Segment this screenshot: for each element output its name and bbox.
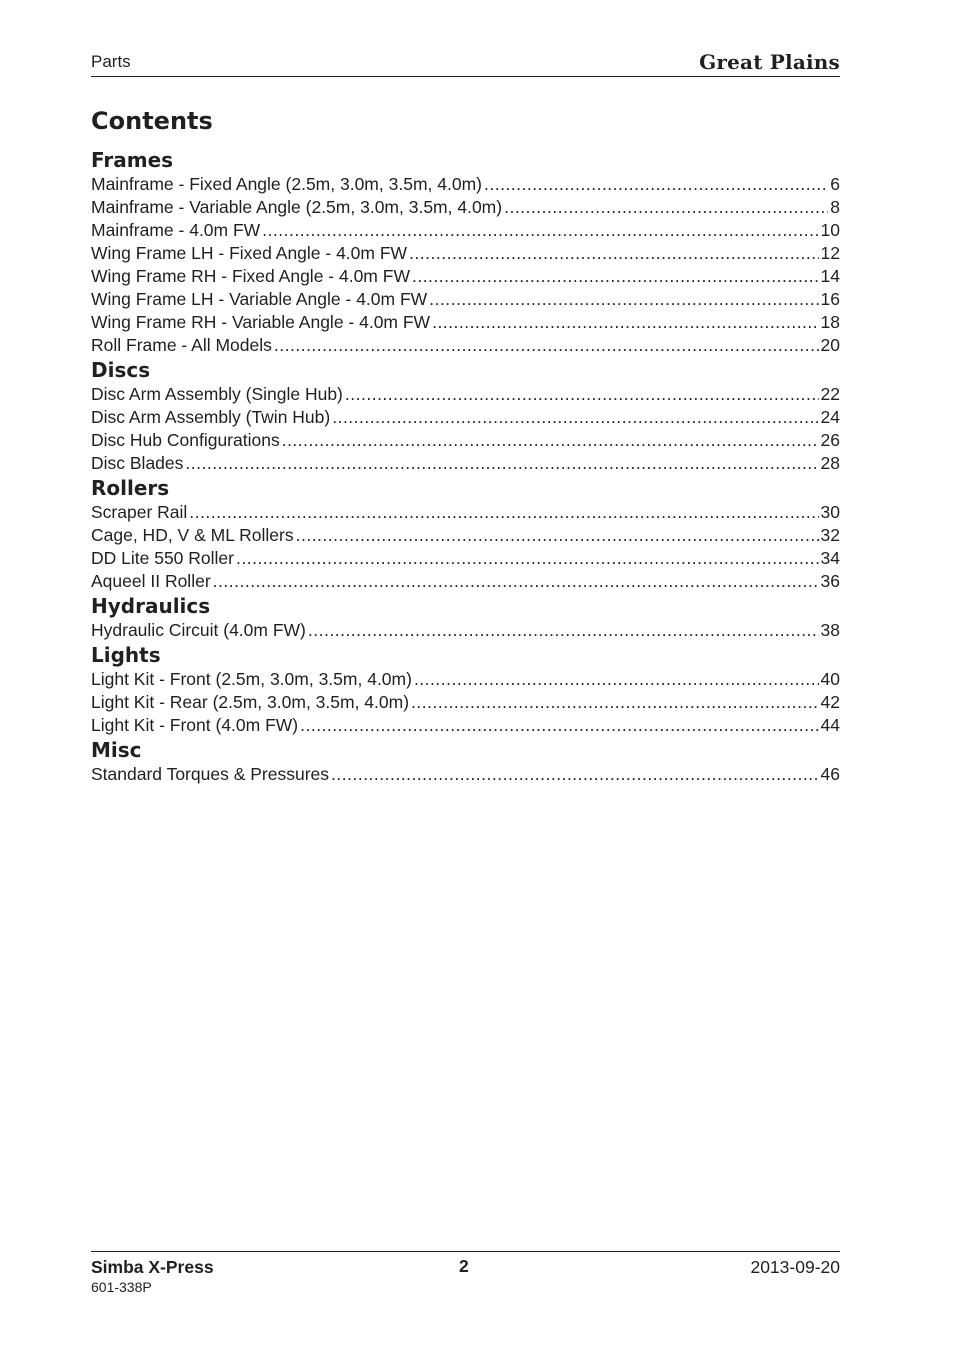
- toc-section-title: Hydraulics: [91, 594, 211, 618]
- toc-section-title: Misc: [91, 738, 142, 762]
- toc-entry-page: 8: [830, 197, 840, 217]
- toc-dot-leader: [308, 619, 819, 642]
- brand-logo-text: Great Plains: [699, 50, 840, 74]
- toc-section-title: Discs: [91, 358, 151, 382]
- toc-entry[interactable]: [91, 452, 840, 475]
- toc-entry-page: 26: [820, 430, 840, 450]
- toc-entry[interactable]: [91, 524, 840, 547]
- toc-dot-leader: [412, 265, 819, 288]
- page-header: [91, 50, 840, 77]
- toc-entry-page: 22: [820, 384, 840, 404]
- toc-entry[interactable]: [91, 265, 840, 288]
- toc-entry-page: 34: [820, 548, 840, 568]
- toc-entry[interactable]: [91, 429, 840, 452]
- toc-dot-leader: [345, 383, 819, 406]
- toc-entry-label: Standard Torques & Pressures: [91, 764, 330, 784]
- toc-section-title: Frames: [91, 148, 174, 172]
- toc-entry[interactable]: [91, 619, 840, 642]
- toc-dot-leader: [429, 288, 818, 311]
- toc-entry[interactable]: [91, 714, 840, 737]
- toc-dot-leader: [300, 714, 818, 737]
- toc-entry-label: Disc Hub Configurations: [91, 430, 280, 450]
- toc-entry-page: 44: [820, 715, 840, 735]
- document-page: [91, 0, 840, 1350]
- toc-entry-page: 6: [830, 174, 840, 194]
- footer-product-name: Simba X-Press: [91, 1257, 214, 1277]
- toc-entry[interactable]: [91, 173, 840, 196]
- toc-entry[interactable]: [91, 501, 840, 524]
- toc-dot-leader: [432, 311, 818, 334]
- toc-entry-label: Scraper Rail: [91, 502, 188, 522]
- toc-dot-leader: [411, 691, 819, 714]
- footer-part-code: 601-338P: [91, 1279, 152, 1295]
- toc-entry-label: Light Kit - Rear (2.5m, 3.0m, 3.5m, 4.0m): [91, 692, 410, 712]
- toc-entry-label: Mainframe - Fixed Angle (2.5m, 3.0m, 3.5m, 4.0m): [91, 174, 482, 194]
- toc-entry-label: Light Kit - Front (2.5m, 3.0m, 3.5m, 4.0m): [91, 669, 412, 689]
- toc-entry-page: 42: [820, 692, 840, 712]
- toc-entry-page: 36: [820, 571, 840, 591]
- toc-entry-label: Cage, HD, V & ML Rollers: [91, 525, 294, 545]
- toc-entry[interactable]: [91, 242, 840, 265]
- toc-entry[interactable]: [91, 219, 840, 242]
- toc-dot-leader: [504, 196, 828, 219]
- toc-entry[interactable]: [91, 288, 840, 311]
- toc-dot-leader: [484, 173, 828, 196]
- toc-entry-label: Aqueel II Roller: [91, 571, 211, 591]
- toc-entry-label: Disc Arm Assembly (Twin Hub): [91, 407, 331, 427]
- toc-entry-label: Wing Frame LH - Fixed Angle - 4.0m FW: [91, 243, 408, 263]
- toc-dot-leader: [409, 242, 818, 265]
- toc-entry-page: 10: [820, 220, 840, 240]
- toc-entry-page: 20: [820, 335, 840, 355]
- toc-entry-page: 12: [820, 243, 840, 263]
- toc-entry-label: Mainframe - 4.0m FW: [91, 220, 261, 240]
- footer-date: 2013-09-20: [750, 1257, 840, 1277]
- toc-dot-leader: [331, 763, 819, 786]
- toc-dot-leader: [189, 501, 818, 524]
- page-title: Contents: [91, 107, 213, 135]
- toc-section-title: Lights: [91, 643, 161, 667]
- toc-entry-page: 32: [820, 525, 840, 545]
- toc-entry-label: Hydraulic Circuit (4.0m FW): [91, 620, 306, 640]
- toc-entry-label: Roll Frame - All Models: [91, 335, 272, 355]
- toc-entry-page: 14: [820, 266, 840, 286]
- footer-page-number: 2: [459, 1256, 469, 1276]
- toc-entry[interactable]: [91, 570, 840, 593]
- toc-entry-label: Disc Arm Assembly (Single Hub): [91, 384, 343, 404]
- toc-entry[interactable]: [91, 691, 840, 714]
- toc-entry[interactable]: [91, 668, 840, 691]
- toc-dot-leader: [185, 452, 818, 475]
- toc-entry-page: 18: [820, 312, 840, 332]
- toc-entry[interactable]: [91, 334, 840, 357]
- toc-entry-label: Wing Frame RH - Variable Angle - 4.0m FW: [91, 312, 431, 332]
- toc-entry[interactable]: [91, 763, 840, 786]
- toc-entry-page: 40: [820, 669, 840, 689]
- toc-entry[interactable]: [91, 547, 840, 570]
- toc-dot-leader: [332, 406, 818, 429]
- toc-entry[interactable]: [91, 383, 840, 406]
- toc-entry[interactable]: [91, 196, 840, 219]
- toc-entry-label: Disc Blades: [91, 453, 184, 473]
- toc-section-title: Rollers: [91, 476, 170, 500]
- toc-entry-page: 28: [820, 453, 840, 473]
- page-footer: [91, 1251, 840, 1295]
- toc-entry[interactable]: [91, 406, 840, 429]
- toc-entry-label: Light Kit - Front (4.0m FW): [91, 715, 299, 735]
- toc-entry-page: 30: [820, 502, 840, 522]
- toc-entry-page: 24: [820, 407, 840, 427]
- toc-entry-label: Wing Frame RH - Fixed Angle - 4.0m FW: [91, 266, 410, 286]
- toc-entry-label: Wing Frame LH - Variable Angle - 4.0m FW: [91, 289, 428, 309]
- toc-entry-page: 46: [820, 764, 840, 784]
- toc-entry-page: 16: [820, 289, 840, 309]
- toc-dot-leader: [282, 429, 819, 452]
- toc-entry-page: 38: [820, 620, 840, 640]
- toc-dot-leader: [296, 524, 819, 547]
- toc-entry-label: DD Lite 550 Roller: [91, 548, 234, 568]
- toc-dot-leader: [236, 547, 819, 570]
- toc-dot-leader: [274, 334, 819, 357]
- toc-dot-leader: [262, 219, 818, 242]
- toc-dot-leader: [414, 668, 819, 691]
- toc-entry-label: Mainframe - Variable Angle (2.5m, 3.0m, 3.5m, 4.0m): [91, 197, 503, 217]
- header-section-label: Parts: [91, 52, 131, 71]
- table-of-contents: [91, 147, 840, 786]
- toc-dot-leader: [213, 570, 819, 593]
- toc-entry[interactable]: [91, 311, 840, 334]
